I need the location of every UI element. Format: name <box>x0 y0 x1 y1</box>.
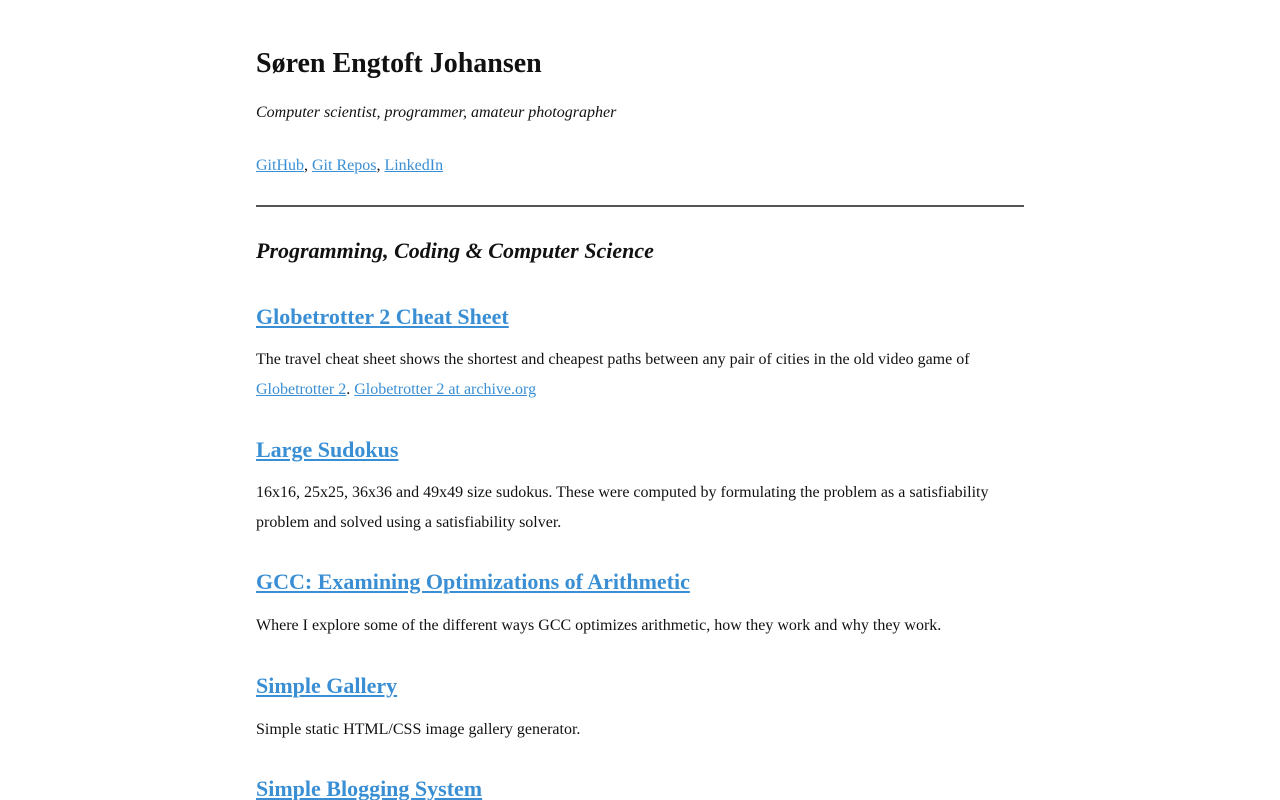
globetrotter-2-link[interactable]: Globetrotter 2 <box>256 381 347 398</box>
project-desc-simple-gallery: Simple static HTML/CSS image gallery generator. <box>256 721 581 738</box>
link-separator: , <box>304 157 312 174</box>
project-desc-large-sudokus: 16x16, 25x25, 36x36 and 49x49 size sudokus. These were computed by formulating the problem as a satisfiability problem and solved using a satisfiability solver. <box>256 484 989 531</box>
project-desc-separator: . <box>346 381 355 398</box>
section-heading: Programming, Coding & Computer Science <box>256 238 654 263</box>
git-repos-link[interactable]: Git Repos <box>312 157 377 174</box>
github-link[interactable]: GitHub <box>256 157 304 174</box>
project-link-gcc[interactable]: GCC: Examining Optimizations of Arithmetic <box>256 569 690 594</box>
site-title: Søren Engtoft Johansen <box>256 48 542 79</box>
project-link-simple-blogging[interactable]: Simple Blogging System <box>256 776 483 800</box>
project-title-large-sudokus <box>256 436 398 464</box>
project-link-globetrotter[interactable]: Globetrotter 2 Cheat Sheet <box>256 304 509 329</box>
project-title-gcc <box>256 568 690 596</box>
project-link-simple-gallery[interactable]: Simple Gallery <box>256 673 398 698</box>
social-links <box>256 155 443 177</box>
project-title-simple-blogging <box>256 775 482 800</box>
link-separator: , <box>376 157 385 174</box>
project-title-simple-gallery <box>256 672 397 700</box>
globetrotter-archive-link[interactable]: Globetrotter 2 at archive.org <box>354 381 537 398</box>
site-tagline: Computer scientist, programmer, amateur photographer <box>256 104 617 121</box>
project-desc-gcc: Where I explore some of the different ways GCC optimizes arithmetic, how they work and why they work. <box>256 617 942 634</box>
header-divider <box>256 205 1024 207</box>
project-desc-globetrotter <box>256 345 1024 405</box>
linkedin-link[interactable]: LinkedIn <box>384 157 444 174</box>
project-title-globetrotter <box>256 303 509 331</box>
project-link-large-sudokus[interactable]: Large Sudokus <box>256 437 399 462</box>
project-desc-text: The travel cheat sheet shows the shortest and cheapest paths between any pair of cities in the old video game of <box>256 351 970 368</box>
